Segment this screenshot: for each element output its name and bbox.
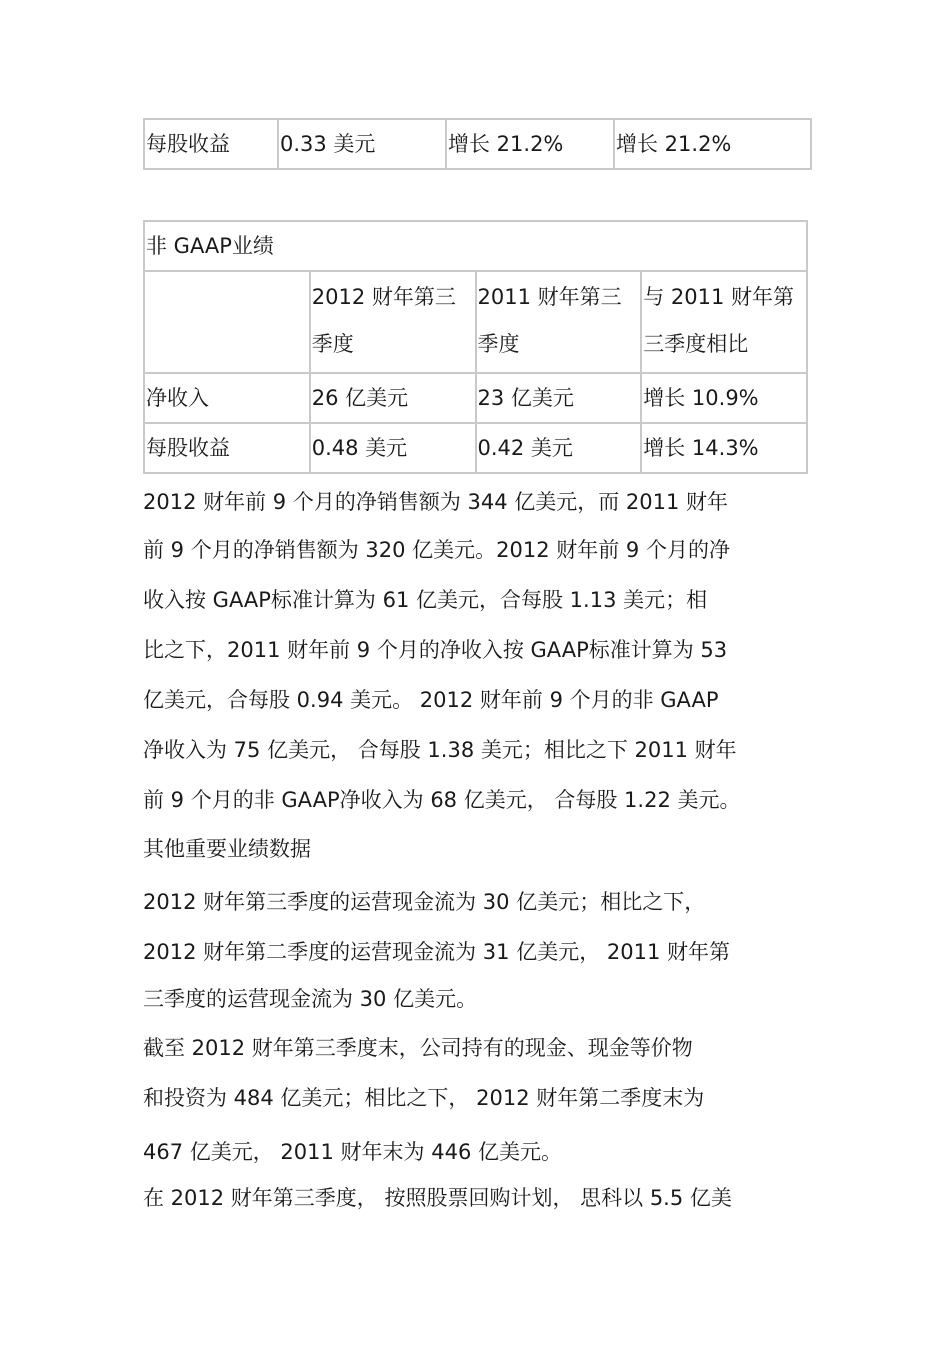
table-header-cell: 2012 财年第三季度 (310, 271, 476, 373)
table-header-cell (144, 271, 310, 373)
table-cell: 每股收益 (144, 423, 310, 473)
table-cell: 增长 21.2% (446, 119, 614, 169)
table-row (144, 119, 811, 169)
table-header-cell: 与 2011 财年第三季度相比 (641, 271, 807, 373)
body-text-line: 净收入为 75 亿美元， 合每股 1.38 美元；相比之下 2011 财年 (143, 738, 737, 762)
body-text-line: 收入按 GAAP标准计算为 61 亿美元，合每股 1.13 美元；相 (143, 588, 708, 612)
table-cell: 增长 21.2% (614, 119, 811, 169)
table-header-row (144, 271, 807, 373)
non-gaap-table (143, 220, 808, 474)
table-cell: 净收入 (144, 373, 310, 423)
body-text-line: 前 9 个月的净销售额为 320 亿美元。2012 财年前 9 个月的净 (143, 538, 730, 562)
table-row (144, 373, 807, 423)
body-text-line: 截至 2012 财年第三季度末，公司持有的现金、现金等价物 (143, 1036, 693, 1060)
body-text-line: 比之下，2011 财年前 9 个月的净收入按 GAAP标准计算为 53 (143, 638, 728, 662)
body-text-line: 在 2012 财年第三季度， 按照股票回购计划， 思科以 5.5 亿美 (143, 1186, 732, 1210)
table-row (144, 423, 807, 473)
body-text-line: 467 亿美元， 2011 财年末为 446 亿美元。 (143, 1140, 562, 1164)
table-cell: 0.33 美元 (278, 119, 446, 169)
section-heading: 其他重要业绩数据 (143, 837, 311, 861)
body-text-line: 2012 财年第三季度的运营现金流为 30 亿美元；相比之下， (143, 890, 706, 914)
table-title-row (144, 221, 807, 271)
table-header-cell: 2011 财年第三季度 (476, 271, 642, 373)
table-cell: 23 亿美元 (476, 373, 642, 423)
table-cell: 0.48 美元 (310, 423, 476, 473)
table-cell: 每股收益 (144, 119, 278, 169)
table-cell: 增长 10.9% (641, 373, 807, 423)
body-text-line: 亿美元，合每股 0.94 美元。 2012 财年前 9 个月的非 GAAP (143, 688, 719, 712)
body-text-line: 三季度的运营现金流为 30 亿美元。 (143, 987, 478, 1011)
body-text-line: 前 9 个月的非 GAAP净收入为 68 亿美元， 合每股 1.22 美元。 (143, 788, 741, 812)
table-cell: 增长 14.3% (641, 423, 807, 473)
eps-table (143, 118, 812, 170)
table-title: 非 GAAP业绩 (144, 221, 807, 271)
body-text-line: 2012 财年第二季度的运营现金流为 31 亿美元， 2011 财年第 (143, 940, 730, 964)
body-text-line: 和投资为 484 亿美元；相比之下， 2012 财年第二季度末为 (143, 1086, 705, 1110)
table-cell: 26 亿美元 (310, 373, 476, 423)
body-text-line: 2012 财年前 9 个月的净销售额为 344 亿美元，而 2011 财年 (143, 490, 729, 514)
table-cell: 0.42 美元 (476, 423, 642, 473)
